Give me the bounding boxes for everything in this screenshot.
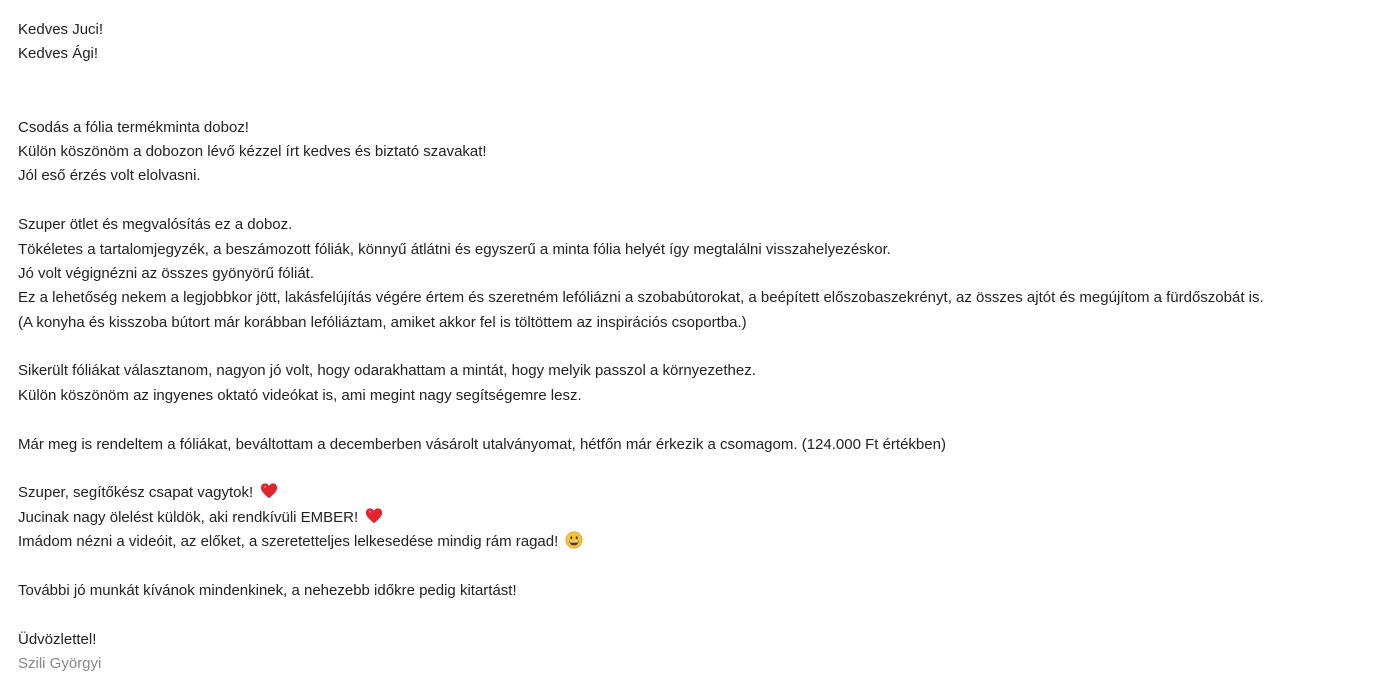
signature: Szili Györgyi: [18, 655, 102, 673]
greeting-line-1: Kedves Juci!: [18, 21, 104, 38]
paragraph-line-text: Jucinak nagy ölelést küldök, aki rendkívüli EMBER!: [18, 508, 359, 526]
paragraph-line: Külön köszönöm a dobozon lévő kézzel írt kedves és biztató szavakat!: [18, 142, 487, 160]
paragraph-line-text: Imádom nézni a videóit, az előket, a szeretetteljes lelkesedése mindig rám ragad!: [18, 533, 559, 551]
paragraph-line: [18, 506, 1388, 530]
paragraph-line: Tökéletes a tartalomjegyzék, a beszámozott fóliák, könnyű átlátni és egyszerű a minta fólia helyét így megtalálni visszahelyezéskor.: [18, 240, 891, 258]
paragraph-line: Jó volt végignézni az összes gyönyörű fóliát.: [18, 264, 314, 282]
paragraph-line: További jó munkát kívánok mindenkinek, a nehezebb időkre pedig kitartást!: [18, 582, 517, 599]
paragraph-line: (A konyha és kisszoba bútort már korábban lefóliáztam, amiket akkor fel is töltöttem az inspirációs csoportba.): [18, 313, 747, 331]
email-body: [18, 18, 1388, 677]
paragraph-line: [18, 481, 1388, 505]
paragraph-line: Külön köszönöm az ingyenes oktató videókat is, ami megint nagy segítségemre lesz.: [18, 386, 582, 404]
greeting-line-2: Kedves Ági!: [18, 45, 99, 63]
red-heart-icon: [260, 482, 278, 500]
paragraph-line: Jól eső érzés volt elolvasni.: [18, 167, 201, 185]
paragraph-line: [18, 530, 1388, 554]
paragraph-line: Ez a lehetőség nekem a legjobbkor jött, lakásfelújítás végére értem és szeretném lefóliázni a szobabútorokat, a beépített előszobaszekrényt, az összes ajtót és megújítom a fürdőszobát is.: [18, 289, 1264, 307]
paragraph-line-text: Szuper, segítőkész csapat vagytok!: [18, 484, 254, 502]
red-heart-icon: [365, 507, 383, 525]
paragraph-line: Sikerült fóliákat választanom, nagyon jó volt, hogy odarakhattam a mintát, hogy melyik passzol a környezethez.: [18, 362, 756, 380]
paragraph-line: Szuper ötlet és megvalósítás ez a doboz.: [18, 216, 293, 234]
paragraph-line: Csodás a fólia termékminta doboz!: [18, 118, 249, 136]
paragraph-line: Már meg is rendeltem a fóliákat, beváltottam a decemberben vásárolt utalványomat, hétfőn már érkezik a csomagom. (124.000 Ft értékben): [18, 435, 946, 453]
closing-line: Üdvözlettel!: [18, 630, 97, 648]
grinning-face-icon: [565, 531, 583, 549]
